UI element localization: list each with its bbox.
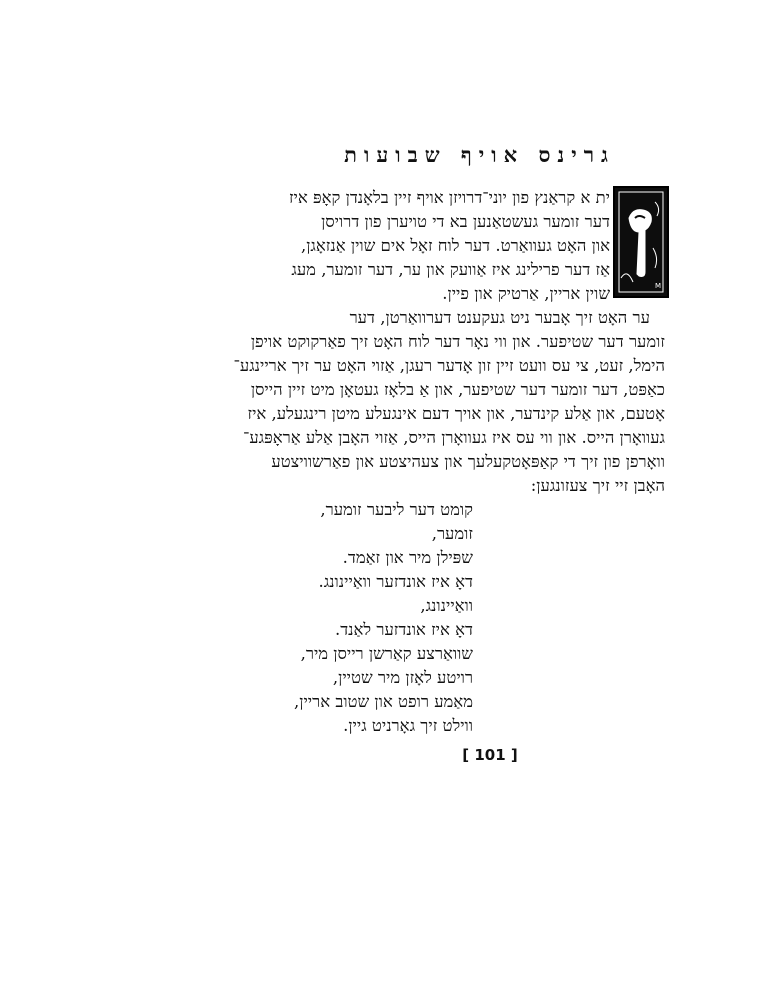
poem-line: שפּילן מיר און זאַמד. bbox=[342, 548, 473, 567]
illuminated-initial bbox=[613, 186, 669, 298]
paragraph1-line: אַז דער פרילינג איז אַוועק און ער, דער זומער, מעג bbox=[291, 260, 610, 279]
paragraph1-line: און האָט געוואַרט. דער לוח זאָל אים שוין אַנזאָגן, bbox=[300, 236, 610, 255]
poem-line: דאָ איז אונדזער לאַנד. bbox=[334, 620, 473, 639]
paragraph2-line: זומער דער שטיפער. און ווי נאָר דער לוח האָט זיך פאַרקוקט אויפן bbox=[250, 332, 665, 351]
poem-line: וואַיינונג, bbox=[420, 596, 473, 615]
paragraph2-line: הימל, זעט, צי עס וועט זיין זון אָדער רעגן, אַזוי האָט ער זיך אריינגע־ bbox=[233, 356, 665, 375]
svg-text:M: M bbox=[655, 282, 662, 290]
poem-line: רויטע לאָזן מיר שטיין, bbox=[332, 668, 473, 687]
paragraph2-line: ער האָט זיך אָבער ניט געקענט דערוואַרטן, דער bbox=[349, 308, 650, 327]
chapter-title: גרינס אויף שבועות bbox=[344, 142, 615, 167]
poem-line: מאַמע רופט און שטוב אריין, bbox=[294, 692, 473, 711]
paragraph2-line: האָבן זיי זיך צעזונגען: bbox=[530, 476, 665, 495]
paragraph1-line: ית א קראַנץ פון יוני־דרויזן אויף זיין בלאָנדן קאָפּ איז bbox=[288, 188, 610, 207]
poem-line: שוואַרצע קאַרשן רייסן מיר, bbox=[300, 644, 473, 663]
paragraph2-line: געוואָרן הייס. און ווי עס איז געוואָרן הייס, אַזוי האָבן אַלע אַראָפּגע־ bbox=[243, 428, 665, 447]
poem-line: קומט דער ליבער זומער, bbox=[320, 500, 473, 519]
poem-line: ווילט זיך גאָרניט גיין. bbox=[343, 716, 473, 735]
paragraph2-line: אָטעם, און אַלע קינדער, און אויך דעם אינגעלע מיטן רינגעלע, איז bbox=[247, 404, 665, 423]
paragraph1-line: דער זומער געשטאַנען בא די טויערן פון דרויסן bbox=[321, 212, 610, 231]
ornamental-letter-icon bbox=[615, 188, 667, 296]
paragraph2-line: כאַפּט, דער זומער דער שטיפער, און אַ בלאָז געטאָן מיט זיין הייסן bbox=[250, 380, 665, 399]
paragraph1-line: שוין אריין, אַרטיק און פיין. bbox=[442, 284, 610, 303]
paragraph2-line: וואָרפן פון זיך די קאַפּאָטקעלעך און צעהיצטע און פאַרשוויצטע bbox=[271, 452, 665, 471]
poem-line: זומער, bbox=[431, 524, 473, 543]
poem-line: דאָ איז אונדזער וואַיינונג. bbox=[318, 572, 473, 591]
page-number: [ 101 ] bbox=[462, 746, 518, 764]
